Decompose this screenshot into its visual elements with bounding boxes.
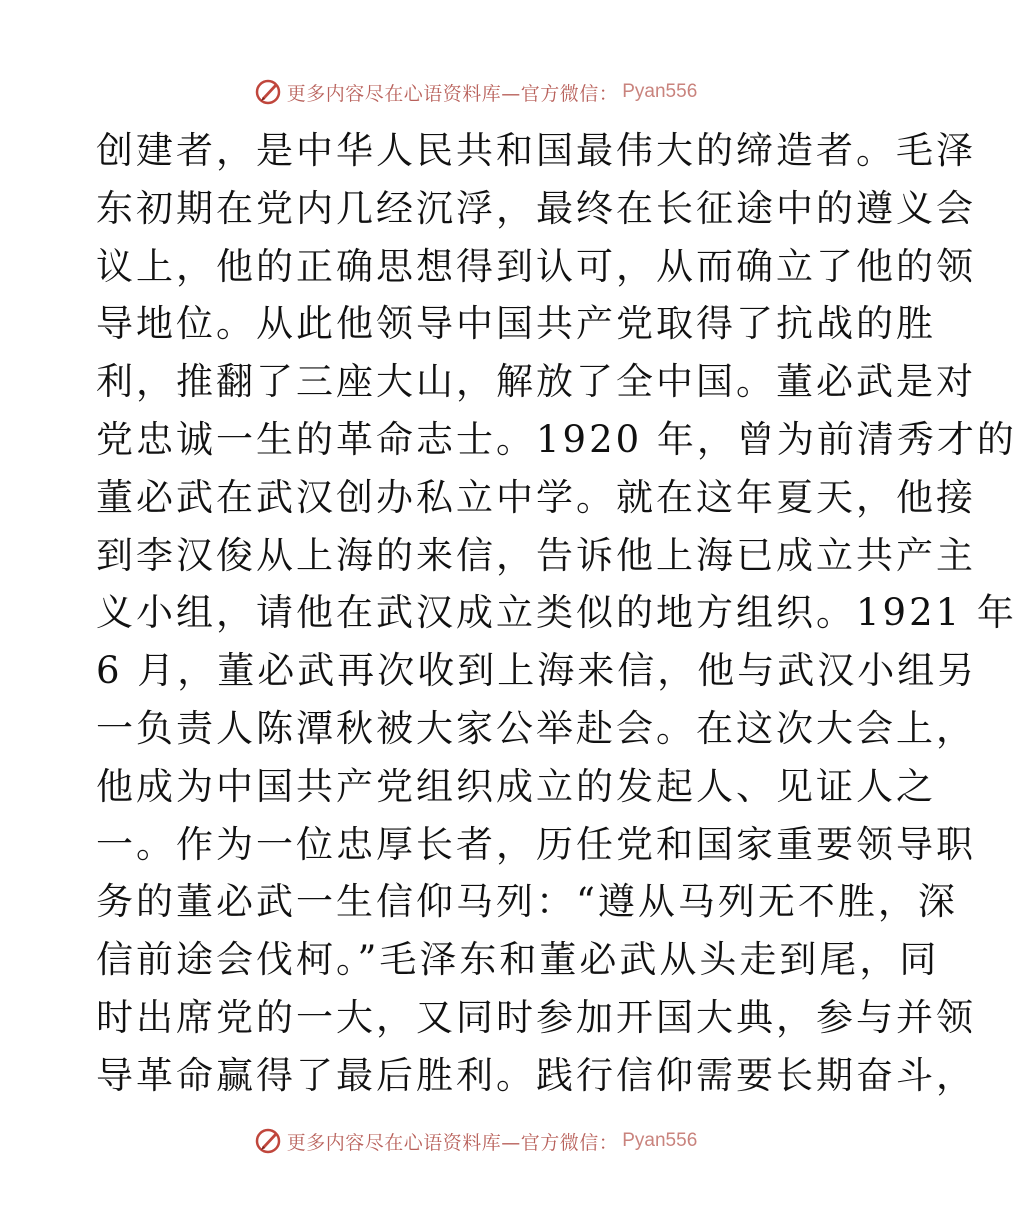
text-line: 务的董必武一生信仰马列：“遵从马列无不胜，深	[96, 880, 958, 924]
text-line: 他成为中国共产党组织成立的发起人、见证人之	[96, 764, 936, 808]
text-line: 6 月，董必武再次收到上海来信，他与武汉小组另	[96, 649, 978, 693]
watermark-handle: Pyan556	[622, 81, 698, 102]
document-body	[96, 122, 1017, 1105]
header-watermark	[0, 72, 950, 112]
text-line: 议上，他的正确思想得到认可，从而确立了他的领	[96, 244, 976, 288]
quill-logo-icon	[253, 77, 283, 107]
text-line: 利，推翻了三座大山，解放了全中国。董必武是对	[96, 360, 976, 404]
text-line: 导地位。从此他领导中国共产党取得了抗战的胜	[96, 302, 936, 346]
text-line: 创建者，是中华人民共和国最伟大的缔造者。毛泽	[96, 129, 976, 172]
text-line: 东初期在党内几经沉浮，最终在长征途中的遵义会	[96, 186, 976, 230]
text-line: 时出席党的一大，又同时参加开国大典，参与并领	[96, 995, 976, 1039]
watermark-handle: Pyan556	[622, 1130, 698, 1151]
watermark-text: 更多内容尽在心语资料库—官方微信：	[286, 82, 619, 105]
footer-watermark	[0, 1121, 950, 1161]
text-line: 信前途会伐柯。”毛泽东和董必武从头走到尾，同	[96, 938, 940, 982]
text-line: 到李汉俊从上海的来信，告诉他上海已成立共产主	[96, 533, 976, 577]
text-line: 一。作为一位忠厚长者，历任党和国家重要领导职	[96, 822, 976, 866]
text-line: 导革命赢得了最后胜利。践行信仰需要长期奋斗，	[96, 1053, 976, 1097]
watermark-text: 更多内容尽在心语资料库—官方微信：	[286, 1131, 619, 1154]
text-line: 董必武在武汉创办私立中学。就在这年夏天，他接	[96, 475, 976, 519]
quill-logo-icon	[253, 1126, 283, 1156]
text-line: 义小组，请他在武汉成立类似的地方组织。1921 年	[96, 591, 1017, 635]
text-line: 党忠诚一生的革命志士。1920 年，曾为前清秀才的	[96, 417, 1017, 461]
text-line: 一负责人陈潭秋被大家公举赴会。在这次大会上，	[96, 706, 976, 750]
